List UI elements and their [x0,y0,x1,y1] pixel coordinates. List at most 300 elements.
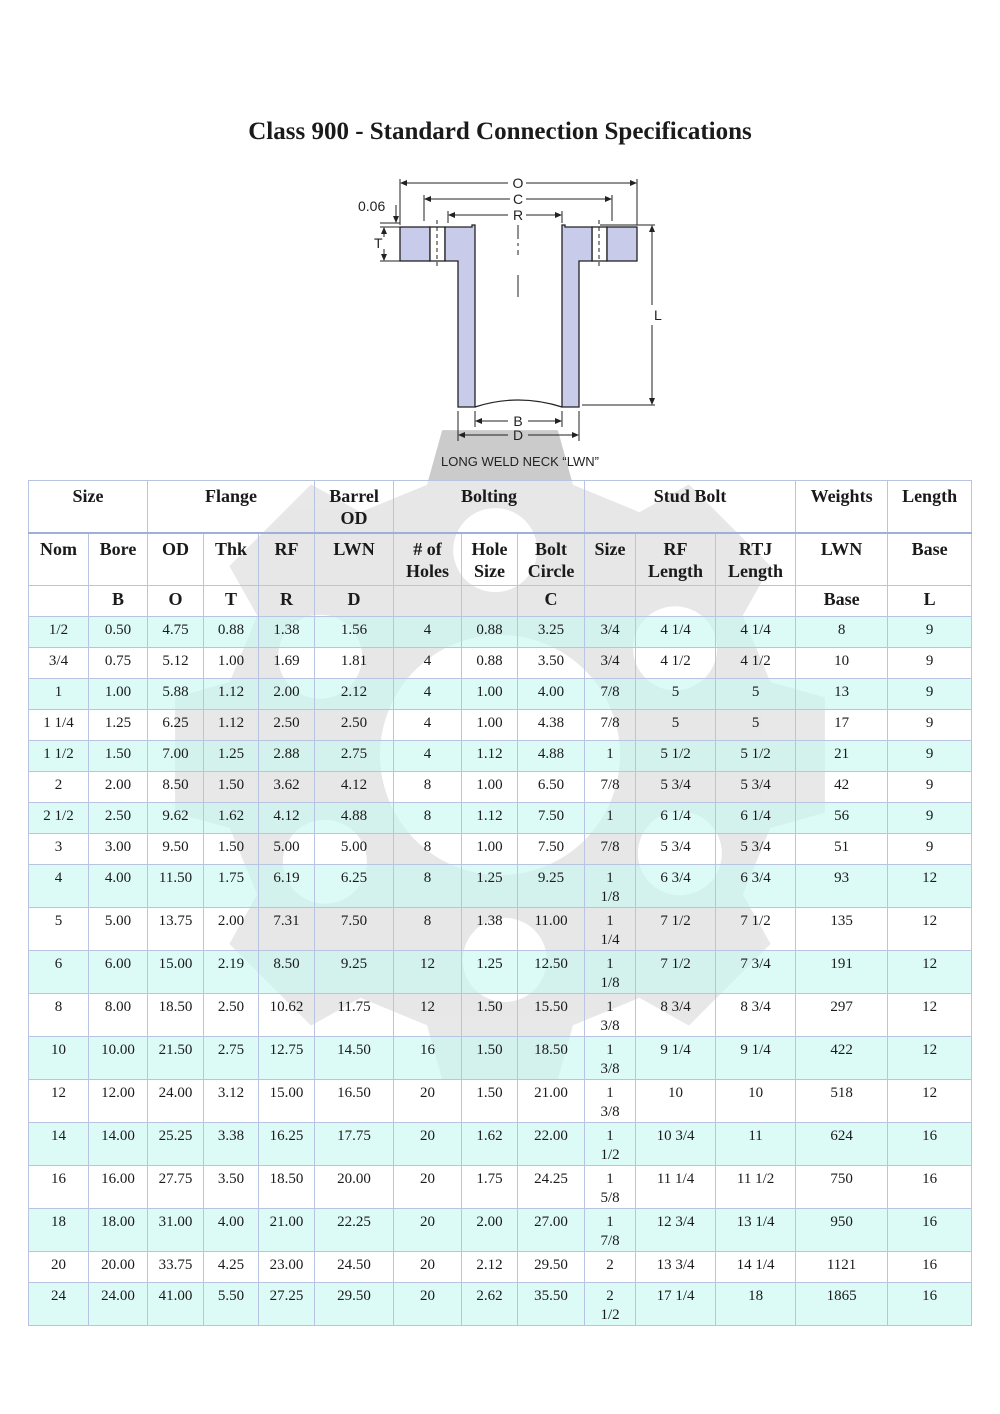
table-cell [148,772,204,803]
cell-line: 1/2 [48,622,69,638]
cell-line: 7/8 [600,715,620,731]
table-row [29,908,972,951]
table-cell [636,803,716,834]
cell-line: 1 1/4 [43,715,74,731]
table-cell [89,1037,148,1080]
table-cell [888,1037,972,1080]
cell-line: 5 3/4 [660,777,691,793]
cell-line: 3 [54,839,63,855]
table-cell [204,951,259,994]
table-cell [29,648,89,679]
cell-line: 12 [420,956,436,972]
table-cell [462,803,518,834]
cell-line: 5.00 [273,839,300,855]
table-cell [315,1283,394,1326]
cell-line: 1.00 [476,715,503,731]
cell-line: 51 [834,839,850,855]
table-cell [636,1283,716,1326]
sub-header-cell [462,533,518,586]
cell-line: 6 3/4 [740,870,771,886]
table-cell [204,994,259,1037]
table-cell [89,1209,148,1252]
table-cell [315,1252,394,1283]
table-cell [462,679,518,710]
table-cell [462,1080,518,1123]
table-cell [29,908,89,951]
cell-line: 24.50 [337,1257,371,1273]
table-cell [585,710,636,741]
cell-line: 24.25 [534,1171,568,1187]
cell-line: 1.00 [476,684,503,700]
cell-line: 6 [54,956,63,972]
table-cell [796,908,888,951]
table-cell [636,1037,716,1080]
table-cell [315,1166,394,1209]
table-cell [518,617,585,648]
cell-line: 3.50 [537,653,565,669]
cell-line: 7/8 [600,684,620,700]
table-cell [462,1252,518,1283]
cell-line: 1.00 [217,653,245,669]
cell-line: 16.50 [337,1085,371,1101]
sub-header-line: Size [594,539,626,559]
cell-line: 1.12 [217,684,245,700]
table-cell [315,648,394,679]
cell-line: 1.56 [340,622,368,638]
cell-line: 1 [606,1042,614,1058]
table-cell [29,617,89,648]
table-cell [148,617,204,648]
cell-line: 0.50 [104,622,132,638]
table-cell [394,1037,462,1080]
cell-line: 1.50 [217,777,245,793]
cell-line: 1.12 [217,715,245,731]
cell-line: 5 3/4 [740,777,771,793]
cell-line: 2.00 [476,1214,503,1230]
cell-line: 1.81 [340,653,368,669]
table-cell [636,1166,716,1209]
table-row [29,772,972,803]
table-cell [259,1283,315,1326]
table-cell [585,908,636,951]
table-cell [89,710,148,741]
cell-line: 17 1/4 [656,1288,695,1304]
cell-line: 1.25 [476,870,503,886]
table-cell [462,834,518,865]
cell-line: 5 [751,715,760,731]
table-cell [204,834,259,865]
table-row [29,803,972,834]
cell-line: 6.00 [104,956,132,972]
table-cell [636,1080,716,1123]
table-cell [259,1123,315,1166]
table-cell [259,1252,315,1283]
table-cell [716,772,796,803]
table-cell [394,1283,462,1326]
table-cell [518,710,585,741]
sub-header-line: RTJ [738,539,773,559]
cell-line: 18.50 [534,1042,568,1058]
table-cell [259,617,315,648]
table-cell [888,772,972,803]
table-cell [89,803,148,834]
table-cell [204,772,259,803]
table-cell [148,834,204,865]
cell-line: 12 [51,1085,66,1101]
cell-line: 6 1/4 [660,808,691,824]
letter-header-cell: L [888,586,972,617]
cell-line: 7 1/2 [660,913,691,929]
cell-line: 2.00 [273,684,300,700]
table-cell [148,648,204,679]
table-cell [394,1166,462,1209]
table-cell [29,834,89,865]
table-cell [585,951,636,994]
cell-line: 1 1/2 [43,746,74,762]
cell-line: 1.75 [217,870,245,886]
cell-line: 16 [922,1171,938,1187]
table-row [29,679,972,710]
table-cell [716,1209,796,1252]
cell-line: 8.00 [104,999,132,1015]
cell-line: 6.50 [537,777,565,793]
cell-line: 1 [606,1171,614,1187]
table-cell [204,1166,259,1209]
sub-header-line: LWN [820,539,863,559]
table-cell [29,679,89,710]
cell-line: 1 [606,999,614,1015]
cell-line: 1.62 [476,1128,503,1144]
dim-label-c: C [512,191,524,207]
table-row [29,617,972,648]
cell-line: 6.25 [162,715,189,731]
table-cell [518,1209,585,1252]
table-cell [462,1123,518,1166]
cell-line: 4.00 [537,684,565,700]
cell-line: 7 1/2 [740,913,771,929]
cell-line: 2 [606,1288,614,1304]
cell-line: 1 [606,870,614,886]
table-cell [259,710,315,741]
cell-line: 13.75 [158,913,193,929]
cell-line: 16 [922,1288,938,1304]
table-cell [888,803,972,834]
table-cell [716,1123,796,1166]
group-header-weights: Weights [796,481,888,534]
cell-line: 4 [54,870,63,886]
table-cell [204,1080,259,1123]
cell-line: 21.50 [158,1042,193,1058]
table-cell [462,710,518,741]
cell-line: 22.25 [337,1214,371,1230]
table-cell [394,908,462,951]
cell-line: 4.12 [273,808,300,824]
table-row [29,741,972,772]
table-cell [462,741,518,772]
table-cell [89,834,148,865]
cell-line: 2.75 [340,746,368,762]
letter-header-cell [29,586,89,617]
table-cell [636,865,716,908]
cell-line: 4.12 [340,777,368,793]
table-cell [796,803,888,834]
table-cell [315,908,394,951]
cell-line: 4 [423,715,432,731]
cell-line: 2.12 [340,684,368,700]
cell-line: 20 [51,1257,66,1273]
cell-line: 4 1/4 [740,622,771,638]
table-cell [462,617,518,648]
cell-line: 750 [830,1171,853,1187]
table-cell [204,1123,259,1166]
table-cell [585,772,636,803]
cell-line: 27.00 [534,1214,568,1230]
cell-line: 2.50 [273,715,300,731]
cell-line: 3/8 [600,1104,620,1120]
cell-line: 7.00 [162,746,189,762]
table-row [29,1080,972,1123]
table-cell [518,741,585,772]
cell-line: 9 [925,839,934,855]
cell-line: 7.31 [273,913,300,929]
cell-line: 422 [830,1042,853,1058]
cell-line: 9.62 [162,808,189,824]
letter-header-cell: R [259,586,315,617]
cell-line: 1.50 [476,999,503,1015]
table-cell [636,648,716,679]
table-cell [888,1283,972,1326]
cell-line: 1.00 [476,777,503,793]
cell-line: 1.50 [217,839,245,855]
table-cell [796,1209,888,1252]
cell-line: 135 [830,913,853,929]
table-cell [716,1166,796,1209]
table-cell [585,617,636,648]
table-cell [89,648,148,679]
table-cell [148,994,204,1037]
table-cell [148,710,204,741]
table-cell [315,951,394,994]
table-cell [585,1037,636,1080]
table-cell [89,1252,148,1283]
cell-line: 9 [925,684,934,700]
table-cell [148,1283,204,1326]
letter-header-row [29,586,972,617]
letter-header-cell: O [148,586,204,617]
table-cell [796,1123,888,1166]
table-cell [315,1037,394,1080]
table-cell [259,865,315,908]
table-cell [585,648,636,679]
sub-header-cell [394,533,462,586]
table-row [29,1037,972,1080]
table-cell [89,951,148,994]
table-cell [204,908,259,951]
sub-header-line: Length [728,561,784,581]
table-cell [518,994,585,1037]
table-cell [796,1283,888,1326]
cell-line: 4 [423,622,432,638]
table-cell [394,994,462,1037]
table-cell [518,1252,585,1283]
table-cell [585,1123,636,1166]
cell-line: 56 [834,808,850,824]
table-cell [636,834,716,865]
table-row [29,1123,972,1166]
dim-label-o: O [512,175,524,191]
table-cell [636,679,716,710]
table-cell [148,1080,204,1123]
table-cell [89,1123,148,1166]
table-cell [796,741,888,772]
table-cell [636,1252,716,1283]
table-cell [716,1080,796,1123]
table-cell [29,951,89,994]
table-cell [518,834,585,865]
table-cell [888,951,972,994]
table-cell [585,834,636,865]
cell-line: 20 [420,1257,436,1273]
cell-line: 950 [830,1214,853,1230]
table-cell [716,908,796,951]
table-cell [29,1166,89,1209]
cell-line: 18.50 [158,999,193,1015]
cell-line: 4.25 [217,1257,245,1273]
table-cell [585,994,636,1037]
table-cell [148,1123,204,1166]
table-cell [259,834,315,865]
table-cell [716,710,796,741]
cell-line: 1 [606,746,614,762]
cell-line: 16 [51,1171,66,1187]
cell-line: 1.62 [217,808,245,824]
table-cell [29,1283,89,1326]
dim-label-gap: 0.06 [358,198,386,214]
sub-header-line: RF [274,539,299,559]
table-cell [716,865,796,908]
cell-line: 16 [922,1214,938,1230]
table-cell [518,908,585,951]
table-cell [585,741,636,772]
cell-line: 2.50 [217,999,245,1015]
table-cell [636,741,716,772]
cell-line: 24.00 [101,1288,135,1304]
table-cell [29,1252,89,1283]
sub-header-line: Length [648,561,704,581]
cell-line: 21.00 [269,1214,304,1230]
cell-line: 1.38 [476,913,503,929]
flange-body [400,220,637,407]
cell-line: 1.12 [476,808,503,824]
cell-line: 10.00 [101,1042,135,1058]
table-cell [716,1037,796,1080]
cell-line: 9 1/4 [660,1042,691,1058]
dim-label-t: T [374,235,383,251]
table-cell [462,865,518,908]
table-cell [29,994,89,1037]
cell-line: 2.50 [104,808,132,824]
table-cell [204,617,259,648]
cell-line: 3/8 [600,1061,620,1077]
cell-line: 4.88 [537,746,565,762]
table-cell [394,741,462,772]
table-cell [636,772,716,803]
table-row [29,865,972,908]
cell-line: 11.50 [158,870,193,886]
table-cell [148,951,204,994]
cell-line: 10 [834,653,850,669]
cell-line: 20 [420,1214,436,1230]
table-cell [796,648,888,679]
cell-line: 1 [606,956,614,972]
table-row [29,834,972,865]
table-cell [716,994,796,1037]
cell-line: 8.50 [273,956,300,972]
sub-header-line: Bore [99,539,137,559]
cell-line: 1.00 [104,684,132,700]
sub-header-cell [888,533,972,586]
table-cell [148,1037,204,1080]
table-cell [796,1166,888,1209]
table-cell [888,741,972,772]
cell-line: 7.50 [537,808,565,824]
cell-line: 1.25 [476,956,503,972]
cell-line: 1.00 [476,839,503,855]
cell-line: 11.75 [337,999,371,1015]
cell-line: 11 1/2 [736,1171,775,1187]
cell-line: 1 [606,913,614,929]
table-cell [888,648,972,679]
cell-line: 4.00 [104,870,132,886]
cell-line: 2 [54,777,63,793]
dim-label-l: L [654,307,662,323]
group-header-size: Size [29,481,148,534]
cell-line: 16.00 [101,1171,135,1187]
table-cell [315,865,394,908]
cell-line: 3/4 [600,622,620,638]
cell-line: 29.50 [534,1257,568,1273]
table-cell [518,803,585,834]
table-row [29,1209,972,1252]
table-cell [796,679,888,710]
cell-line: 4 [423,746,432,762]
table-cell [462,648,518,679]
dim-label-b: B [513,413,523,429]
table-cell [716,1283,796,1326]
cell-line: 5 3/4 [740,839,771,855]
table-cell [394,679,462,710]
table-cell [636,1123,716,1166]
cell-line: 9.25 [340,956,368,972]
cell-line: 15.00 [158,956,193,972]
cell-line: 11 [748,1128,763,1144]
cell-line: 13 1/4 [736,1214,775,1230]
table-cell [394,951,462,994]
cell-line: 9 [925,777,934,793]
cell-line: 1.38 [273,622,300,638]
table-cell [796,1037,888,1080]
letter-header-cell [636,586,716,617]
table-cell [888,1252,972,1283]
cell-line: 9 [925,746,934,762]
table-cell [462,1209,518,1252]
table-cell [518,648,585,679]
cell-line: 4 1/2 [740,653,771,669]
dim-label-d: D [512,427,524,443]
cell-line: 7 1/2 [660,956,691,972]
sub-header-line: RF [663,539,688,559]
cell-line: 21 [834,746,850,762]
